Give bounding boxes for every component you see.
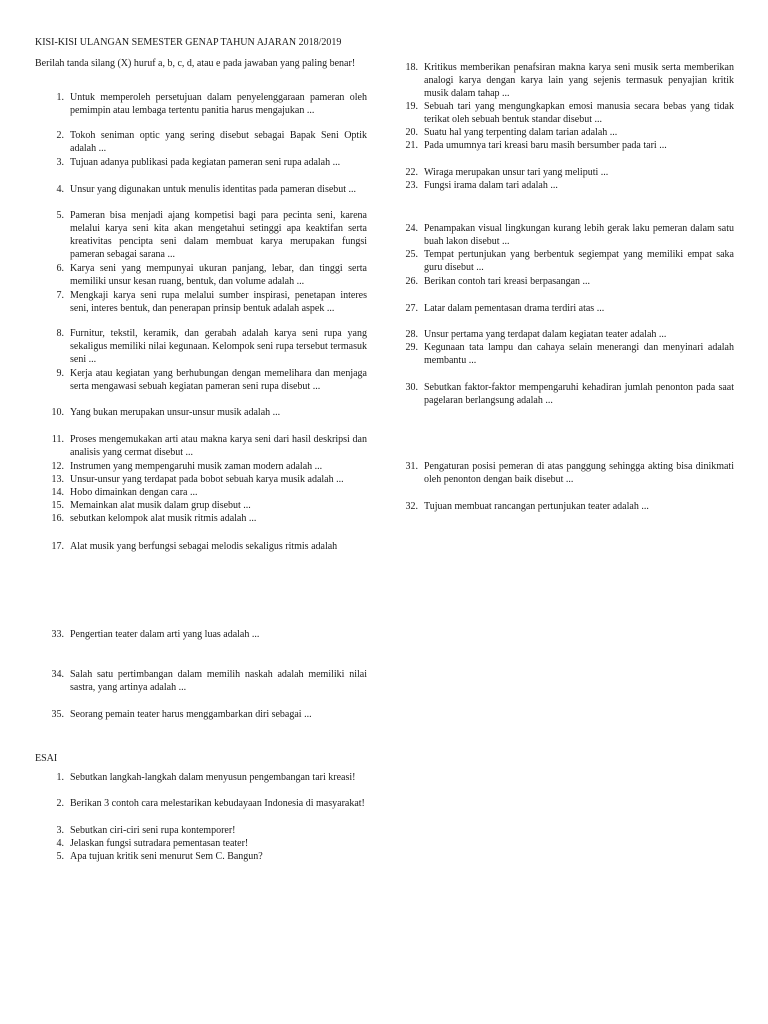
question-text: Fungsi irama dalam tari adalah ...	[424, 180, 558, 191]
question-text: Pengaturan posisi pemeran di atas panggung sehingga akting bisa dinikmati oleh penonton dengan baik disebut ...	[424, 461, 734, 485]
question-item	[392, 328, 734, 341]
essay-item	[35, 837, 367, 850]
question-text: Tujuan adanya publikasi pada kegiatan pameran seni rupa adalah ...	[70, 157, 341, 168]
question-item	[35, 512, 367, 525]
question-number: 10.	[51, 407, 64, 418]
question-item	[392, 126, 734, 139]
question-item	[392, 61, 734, 100]
essay-heading: ESAI	[35, 753, 58, 764]
question-number: 8.	[56, 328, 64, 339]
question-text: Karya seni yang mempunyai ukuran panjang, lebar, dan tinggi serta memiliki unsur kesan ruang, bentuk, dan volume adalah ...	[70, 263, 367, 287]
question-item	[392, 302, 734, 315]
question-number: 35.	[51, 709, 64, 720]
question-item	[35, 262, 367, 288]
question-item	[35, 129, 367, 155]
question-number: 19.	[405, 101, 418, 112]
question-text: Mengkaji karya seni rupa melalui sumber inspirasi, penetapan interes seni, interes bentuk, dan penerapan prinsip bentuk adalah aspek ...	[70, 290, 367, 314]
question-text: Tempat pertunjukan yang berbentuk segiempat yang memiliki empat saka guru disebut ...	[424, 249, 734, 273]
question-number: 12.	[51, 461, 64, 472]
essay-text: Sebutkan ciri-ciri seni rupa kontemporer!	[70, 825, 236, 836]
essay-item	[35, 797, 367, 810]
question-text: Hobo dimainkan dengan cara ...	[70, 487, 198, 498]
question-number: 15.	[51, 500, 64, 511]
question-item	[35, 367, 367, 393]
question-number: 16.	[51, 513, 64, 524]
question-number: 28.	[405, 329, 418, 340]
question-text: Kritikus memberikan penafsiran makna karya seni musik serta memberikan analogi karya dengan karya lain yang sejenis termasuk penyajian kritik musik dalam tahap ...	[424, 62, 734, 99]
question-item	[35, 486, 367, 499]
question-number: 17.	[51, 541, 64, 552]
essay-text: Apa tujuan kritik seni menurut Sem C. Bangun?	[70, 851, 263, 862]
question-item	[35, 708, 367, 721]
question-item	[392, 381, 734, 407]
question-item	[392, 460, 734, 486]
question-text: sebutkan kelompok alat musik ritmis adalah ...	[70, 513, 257, 524]
question-number: 29.	[405, 342, 418, 353]
question-text: Kerja atau kegiatan yang berhubungan dengan memelihara dan menjaga serta mengawasi sebuah kegiatan pameran seni rupa disebut ...	[70, 368, 367, 392]
question-text: Yang bukan merupakan unsur-unsur musik adalah ...	[70, 407, 281, 418]
question-text: Unsur pertama yang terdapat dalam kegiatan teater adalah ...	[424, 329, 667, 340]
question-item	[35, 433, 367, 459]
question-text: Instrumen yang mempengaruhi musik zaman modern adalah ...	[70, 461, 323, 472]
question-number: 31.	[405, 461, 418, 472]
question-item	[392, 275, 734, 288]
essay-item	[35, 850, 367, 863]
question-item	[35, 668, 367, 694]
question-number: 33.	[51, 629, 64, 640]
essay-number: 5.	[56, 851, 64, 862]
question-text: Sebuah tari yang mengungkapkan emosi manusia secara bebas yang tidak terikat oleh sebuah bentuk standar disebut ...	[424, 101, 734, 125]
question-number: 26.	[405, 276, 418, 287]
question-number: 23.	[405, 180, 418, 191]
question-number: 13.	[51, 474, 64, 485]
question-text: Seorang pemain teater harus menggambarkan diri sebagai ...	[70, 709, 312, 720]
question-number: 22.	[405, 167, 418, 178]
essay-text: Jelaskan fungsi sutradara pementasan teater!	[70, 838, 249, 849]
question-item	[35, 156, 367, 169]
question-text: Unsur yang digunakan untuk menulis identitas pada pameran disebut ...	[70, 184, 357, 195]
question-item	[35, 327, 367, 366]
question-text: Suatu hal yang terpenting dalam tarian adalah ...	[424, 127, 618, 138]
question-text: Untuk memperoleh persetujuan dalam penyelenggaraan pameran oleh pemimpin atau lembaga tertentu panitia harus mengajukan ...	[70, 92, 367, 116]
question-text: Berikan contoh tari kreasi berpasangan ...	[424, 276, 591, 287]
question-item	[392, 166, 734, 179]
question-text: Alat musik yang berfungsi sebagai melodis sekaligus ritmis adalah	[70, 541, 338, 552]
essay-number: 4.	[56, 838, 64, 849]
question-item	[35, 540, 367, 553]
question-number: 1.	[56, 92, 64, 103]
question-text: Furnitur, tekstil, keramik, dan gerabah adalah karya seni rupa yang sekaligus memiliki nilai kegunaan. Kelompok seni rupa tersebut termasuk seni ...	[70, 328, 367, 365]
essay-item	[35, 824, 367, 837]
question-number: 5.	[56, 210, 64, 221]
question-text: Wiraga merupakan unsur tari yang meliputi ...	[424, 167, 609, 178]
instruction-text: Berilah tanda silang (X) huruf a, b, c, d, atau e pada jawaban yang paling benar!	[35, 58, 356, 69]
question-text: Tokoh seniman optic yang sering disebut sebagai Bapak Seni Optik adalah ...	[70, 130, 367, 154]
question-item	[35, 628, 367, 641]
question-text: Tujuan membuat rancangan pertunjukan teater adalah ...	[424, 501, 649, 512]
question-number: 2.	[56, 130, 64, 141]
question-number: 32.	[405, 501, 418, 512]
essay-item	[35, 771, 367, 784]
question-text: Salah satu pertimbangan dalam memilih naskah adalah memiliki nilai sastra, yang artinya adalah ...	[70, 669, 367, 693]
question-text: Proses mengemukakan arti atau makna karya seni dari hasil deskripsi dan analisis yang cermat disebut ...	[70, 434, 367, 458]
question-item	[35, 499, 367, 512]
question-text: Memainkan alat musik dalam grup disebut ...	[70, 500, 251, 511]
question-item	[392, 179, 734, 192]
question-number: 14.	[51, 487, 64, 498]
question-item	[35, 289, 367, 315]
question-text: Latar dalam pementasan drama terdiri atas ...	[424, 303, 605, 314]
question-item	[392, 248, 734, 274]
document-title: KISI-KISI ULANGAN SEMESTER GENAP TAHUN AJARAN 2018/2019	[35, 37, 342, 48]
essay-text: Sebutkan langkah-langkah dalam menyusun pengembangan tari kreasi!	[70, 772, 356, 783]
question-text: Pameran bisa menjadi ajang kompetisi bagi para pecinta seni, karena melalui karya seni kita akan mengetahui setinggi apa keaktifan serta kreativitas pencipta seni dalam membuat karya merupakan fungsi pameran sebagai sarana ...	[70, 210, 367, 260]
question-text: Sebutkan faktor-faktor mempengaruhi kehadiran jumlah penonton pada saat pagelaran berlangsung adalah ...	[424, 382, 734, 406]
question-number: 21.	[405, 140, 418, 151]
question-item	[35, 209, 367, 261]
question-item	[35, 183, 367, 196]
essay-text: Berikan 3 contoh cara melestarikan kebudayaan Indonesia di masyarakat!	[70, 798, 365, 809]
question-number: 9.	[56, 368, 64, 379]
question-text: Penampakan visual lingkungan kurang lebih gerak laku pemeran dalam satu buah lakon disebut ...	[424, 223, 734, 247]
question-number: 11.	[51, 434, 64, 445]
question-text: Pada umumnya tari kreasi baru masih bersumber pada tari ...	[424, 140, 667, 151]
question-item	[35, 406, 367, 419]
question-item	[392, 139, 734, 152]
question-item	[35, 473, 367, 486]
question-item	[392, 500, 734, 513]
essay-number: 2.	[56, 798, 64, 809]
question-number: 4.	[56, 184, 64, 195]
question-text: Kegunaan tata lampu dan cahaya selain menerangi dan menyinari adalah membantu ...	[424, 342, 734, 366]
question-number: 3.	[56, 157, 64, 168]
question-item	[35, 460, 367, 473]
question-item	[392, 341, 734, 367]
question-number: 20.	[405, 127, 418, 138]
question-number: 25.	[405, 249, 418, 260]
question-item	[392, 100, 734, 126]
essay-number: 3.	[56, 825, 64, 836]
question-number: 34.	[51, 669, 64, 680]
essay-number: 1.	[56, 772, 64, 783]
question-number: 18.	[405, 62, 418, 73]
question-item	[35, 91, 367, 117]
question-number: 27.	[405, 303, 418, 314]
question-number: 30.	[405, 382, 418, 393]
question-number: 7.	[56, 290, 64, 301]
question-text: Unsur-unsur yang terdapat pada bobot sebuah karya musik adalah ...	[70, 474, 344, 485]
question-text: Pengertian teater dalam arti yang luas adalah ...	[70, 629, 260, 640]
question-number: 24.	[405, 223, 418, 234]
question-number: 6.	[56, 263, 64, 274]
question-item	[392, 222, 734, 248]
